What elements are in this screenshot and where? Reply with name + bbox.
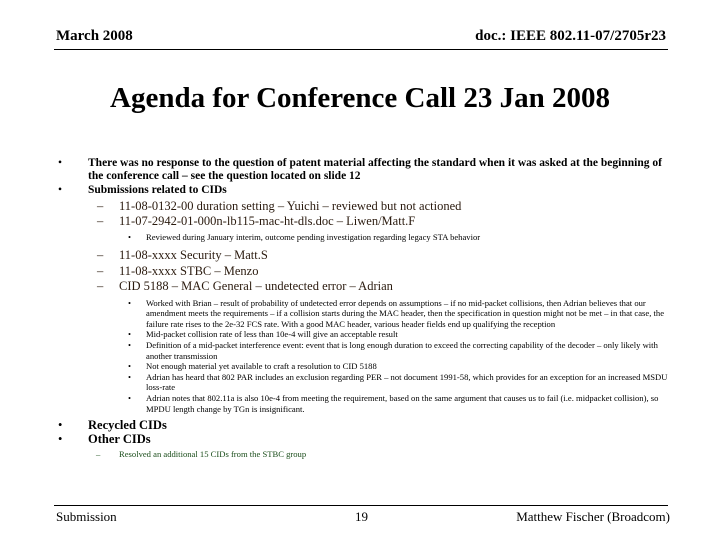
note-text: Mid-packet collision rate of less than 10e-4 will give an acceptable result — [146, 329, 398, 340]
sub-item-text: CID 5188 – MAC General – undetected error – Adrian — [119, 279, 393, 294]
header-rule — [54, 49, 668, 50]
footer-rule — [54, 505, 668, 506]
sub-item-text: 11-08-0132-00 duration setting – Yuichi – reviewed but not actioned — [119, 198, 462, 213]
sub-item-cid-5188 — [58, 279, 670, 295]
bullet-dot: • — [128, 231, 132, 242]
dash-bullet: – — [97, 279, 104, 294]
bullet-dot: • — [58, 418, 63, 433]
sub-item-text: 11-07-2942-01-000n-lb115-mac-ht-dls.doc – Liwen/Matt.F — [119, 214, 416, 228]
note-text: Definition of a mid-packet interference event: event that is long enough duration to exceed the correcting capability of the decoder – only likely with another transmission — [146, 339, 658, 361]
footer-author: Matthew Fischer (Broadcom) — [516, 509, 670, 524]
slide-body — [58, 157, 670, 460]
footer-submission: Submission — [56, 509, 117, 524]
note-resolution-material — [58, 361, 670, 372]
note-text: Reviewed during January interim, outcome pending investigation regarding legacy STA behavior — [146, 231, 481, 242]
sub-item-stbc — [58, 264, 670, 280]
bullet-dot: • — [128, 392, 132, 403]
note-undetected-error — [58, 298, 670, 330]
bullet-other-cids — [58, 432, 670, 446]
note-interference-definition — [58, 340, 670, 361]
note-text: Not enough material yet available to craft a resolution to CID 5188 — [146, 361, 377, 372]
dash-bullet: – — [96, 449, 101, 460]
sub-item-security — [58, 248, 670, 264]
bullet-text: Other CIDs — [88, 432, 151, 447]
bullet-dot: • — [58, 432, 63, 447]
sub-item-text: 11-08-xxxx Security – Matt.S — [119, 248, 268, 263]
note-other-cids — [58, 448, 670, 460]
note-text: Resolved an additional 15 CIDs from the STBC group — [119, 449, 307, 460]
bullet-dot: • — [128, 297, 132, 308]
bullet-submissions — [58, 184, 670, 197]
dash-bullet: – — [97, 198, 104, 213]
dash-bullet: – — [97, 248, 104, 263]
cid-5188-notes — [58, 298, 670, 415]
dash-bullet: – — [97, 214, 104, 228]
page-number: 19 — [355, 509, 368, 524]
bullet-dot: • — [58, 184, 63, 196]
bullet-text: Recycled CIDs — [88, 418, 167, 433]
note-text: Worked with Brian – result of probability of undetected error depends on assumptions – if no mid-packet collisions, then Adrian believes that our amendment meets the requirements – if a collision starts during the MAC header, then the specification in question might not be met – in that case, the failure rate rises to the 2e-32 FCS rate. With a good MAC header, various header fields end up qualifying the reception — [146, 297, 665, 329]
dash-bullet: – — [97, 263, 104, 278]
bullet-dot: • — [128, 339, 132, 350]
sub-item-text: 11-08-xxxx STBC – Menzo — [119, 263, 259, 278]
note-par-exclusion — [58, 372, 670, 393]
bullet-text: Submissions related to CIDs — [88, 184, 227, 196]
sub-item-duration-setting — [58, 199, 670, 215]
bullet-dot: • — [58, 157, 63, 169]
bullet-dot: • — [128, 361, 132, 372]
slide-title: Agenda for Conference Call 23 Jan 2008 — [110, 82, 610, 114]
bullet-text: There was no response to the question of patent material affecting the standard when it was asked at the beginning of the conference call – see the question located on slide 12 — [88, 157, 662, 182]
sub-item-ht-dls — [58, 214, 670, 230]
bullet-dot: • — [128, 371, 132, 382]
note-text: Adrian notes that 802.11a is also 10e-4 from meeting the requirement, based on the same argument that causes us to fail (i.e. midpacket collision), so MPDU length change by TGn is insignificant. — [146, 392, 659, 414]
bullet-recycled-cids — [58, 418, 670, 432]
bullet-patent-response — [58, 157, 670, 182]
bullet-dot: • — [128, 329, 132, 340]
note-80211a — [58, 393, 670, 414]
note-ht-dls — [58, 232, 670, 243]
note-text: Adrian has heard that 802 PAR includes an exclusion regarding PER – not document 1991-58, which provides for an exception for an increased MSDU loss-rate — [146, 371, 668, 393]
note-collision-rate — [58, 329, 670, 340]
header-date: March 2008 — [56, 28, 133, 44]
header-doc-id: doc.: IEEE 802.11-07/2705r23 — [475, 28, 666, 44]
